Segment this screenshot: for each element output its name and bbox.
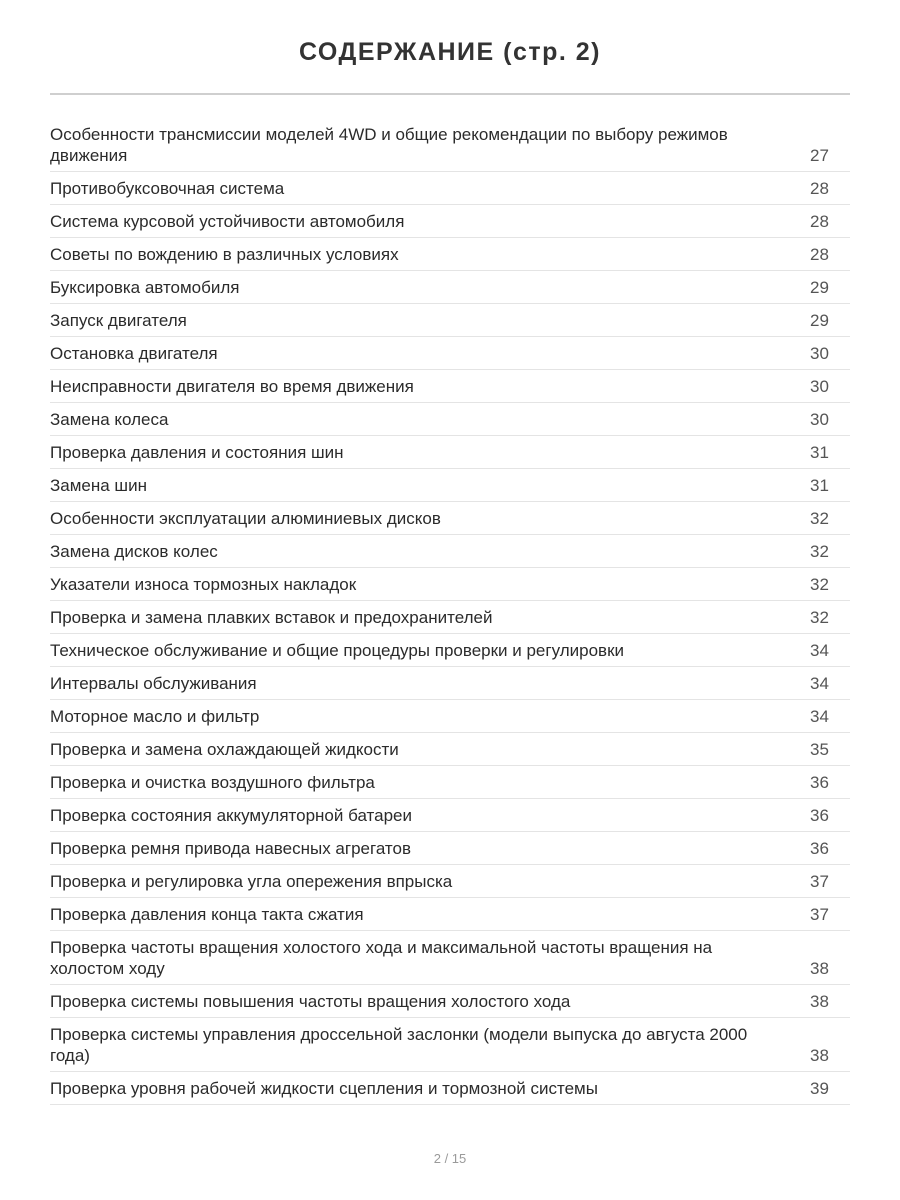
page-indicator: 2 / 15: [433, 1151, 467, 1166]
toc-entry-page-number: 30: [810, 410, 829, 429]
toc-entry[interactable]: [50, 832, 850, 865]
toc-entry-title: Буксировка автомобиля: [50, 278, 240, 297]
toc-entry[interactable]: [50, 370, 850, 403]
toc-entry-title: Проверка системы повышения частоты вращения холостого хода: [50, 992, 571, 1011]
toc-entry-title: Неисправности двигателя во время движения: [50, 377, 414, 396]
toc-entry[interactable]: [50, 865, 850, 898]
toc-entry-page-number: 36: [810, 806, 829, 825]
toc-entry-title: Противобуксовочная система: [50, 179, 285, 198]
toc-entry-title: Проверка системы управления дроссельной заслонки (модели выпуска до августа 2000 года): [50, 1025, 748, 1065]
toc-entry[interactable]: [50, 469, 850, 502]
toc-entry-title: Замена шин: [50, 476, 147, 495]
toc-entry-title: Система курсовой устойчивости автомобиля: [50, 212, 405, 231]
toc-entry-page-number: 28: [810, 245, 829, 264]
toc-entry-page-number: 29: [810, 278, 829, 297]
toc-entry-page-number: 34: [810, 674, 829, 693]
title-divider: [50, 93, 850, 95]
toc-entry-page-number: 30: [810, 344, 829, 363]
toc-entry[interactable]: [50, 733, 850, 766]
toc-entry-page-number: 31: [810, 476, 829, 495]
toc-entry-title: Проверка давления и состояния шин: [50, 443, 344, 462]
toc-entry[interactable]: [50, 601, 850, 634]
toc-entry-title: Проверка и регулировка угла опережения впрыска: [50, 872, 453, 891]
toc-entry-page-number: 32: [810, 542, 829, 561]
toc-entry[interactable]: [50, 502, 850, 535]
toc-entry-title: Проверка состояния аккумуляторной батареи: [50, 806, 412, 825]
toc-entry[interactable]: [50, 403, 850, 436]
toc-entry-page-number: 39: [810, 1079, 829, 1098]
toc-entry-title: Замена колеса: [50, 410, 169, 429]
toc-entry-page-number: 35: [810, 740, 829, 759]
toc-entry-title: Проверка и замена охлаждающей жидкости: [50, 740, 399, 759]
toc-entry[interactable]: [50, 766, 850, 799]
toc-entry[interactable]: [50, 535, 850, 568]
toc-entry-title: Указатели износа тормозных накладок: [50, 575, 357, 594]
toc-entry[interactable]: [50, 931, 850, 985]
toc-entry-title: Моторное масло и фильтр: [50, 707, 260, 726]
toc-entry-title: Проверка частоты вращения холостого хода и максимальной частоты вращения на холостом ходу: [50, 938, 713, 978]
toc-entry[interactable]: [50, 304, 850, 337]
toc-entry[interactable]: [50, 667, 850, 700]
page-title: СОДЕРЖАНИЕ (стр. 2): [298, 38, 602, 66]
toc-entry-page-number: 38: [810, 959, 829, 978]
toc-entry-page-number: 28: [810, 212, 829, 231]
toc-entry-title: Советы по вождению в различных условиях: [50, 245, 399, 264]
toc-entry[interactable]: [50, 799, 850, 832]
toc-entry-page-number: 38: [810, 1046, 829, 1065]
toc-entry-page-number: 34: [810, 641, 829, 660]
toc-entry-page-number: 38: [810, 992, 829, 1011]
toc-entry[interactable]: [50, 634, 850, 667]
toc-entry[interactable]: [50, 238, 850, 271]
toc-entry-page-number: 32: [810, 509, 829, 528]
toc-entry-page-number: 31: [810, 443, 829, 462]
table-of-contents: [50, 118, 850, 1105]
toc-entry-page-number: 27: [810, 146, 829, 165]
toc-entry-page-number: 29: [810, 311, 829, 330]
toc-entry-page-number: 28: [810, 179, 829, 198]
toc-entry-page-number: 36: [810, 839, 829, 858]
toc-entry[interactable]: [50, 118, 850, 172]
toc-entry[interactable]: [50, 436, 850, 469]
toc-entry-title: Запуск двигателя: [50, 311, 187, 330]
toc-entry-title: Остановка двигателя: [50, 344, 218, 363]
toc-entry[interactable]: [50, 985, 850, 1018]
toc-entry-page-number: 34: [810, 707, 829, 726]
toc-entry-title: Проверка давления конца такта сжатия: [50, 905, 364, 924]
toc-entry[interactable]: [50, 337, 850, 370]
toc-entry[interactable]: [50, 568, 850, 601]
toc-entry[interactable]: [50, 1018, 850, 1072]
toc-entry-page-number: 37: [810, 905, 829, 924]
toc-entry-page-number: 37: [810, 872, 829, 891]
toc-entry-title: Особенности эксплуатации алюминиевых дисков: [50, 509, 441, 528]
toc-entry-title: Проверка и очистка воздушного фильтра: [50, 773, 375, 792]
toc-entry-page-number: 32: [810, 608, 829, 627]
toc-entry[interactable]: [50, 898, 850, 931]
toc-entry[interactable]: [50, 205, 850, 238]
toc-entry[interactable]: [50, 271, 850, 304]
toc-entry-title: Проверка и замена плавких вставок и предохранителей: [50, 608, 493, 627]
toc-entry-title: Проверка уровня рабочей жидкости сцепления и тормозной системы: [50, 1079, 598, 1098]
toc-entry[interactable]: [50, 700, 850, 733]
toc-entry-title: Особенности трансмиссии моделей 4WD и общие рекомендации по выбору режимов движения: [50, 125, 728, 165]
toc-entry[interactable]: [50, 1072, 850, 1105]
toc-entry-title: Техническое обслуживание и общие процедуры проверки и регулировки: [50, 641, 625, 660]
toc-entry-page-number: 32: [810, 575, 829, 594]
toc-entry-page-number: 36: [810, 773, 829, 792]
toc-entry-title: Проверка ремня привода навесных агрегатов: [50, 839, 411, 858]
toc-entry-title: Замена дисков колес: [50, 542, 218, 561]
toc-entry-page-number: 30: [810, 377, 829, 396]
toc-entry[interactable]: [50, 172, 850, 205]
toc-entry-title: Интервалы обслуживания: [50, 674, 257, 693]
